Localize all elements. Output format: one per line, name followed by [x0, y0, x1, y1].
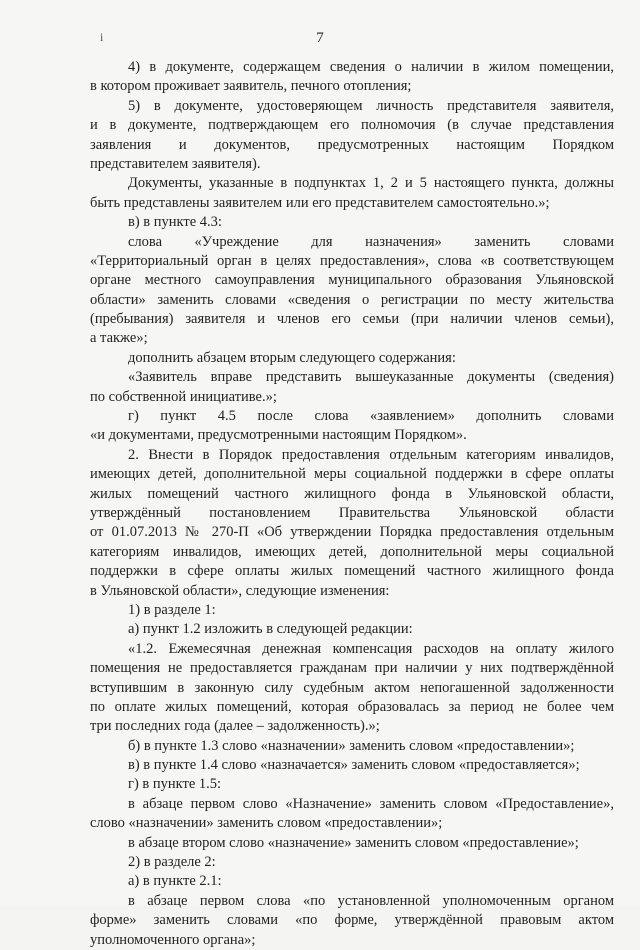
- text-line: имеющих детей, дополнительной меры социальной поддержки в сфере оплаты: [90, 466, 614, 483]
- text-line: жилых помещений частного жилищного фонда в Ульяновской области,: [90, 485, 614, 502]
- text-line: органе местного самоуправления муниципального образования Ульяновской: [90, 272, 614, 289]
- text-line: поддержки в сфере оплаты жилых помещений частного жилищного фонда: [90, 563, 614, 580]
- text-line: «Территориальный орган в целях предоставления», слова «в соответствующем: [90, 252, 614, 269]
- text-line: в) в пункте 4.3:: [128, 214, 222, 231]
- text-line: г) пункт 4.5 после слова «заявлением» дополнить словами: [128, 408, 614, 425]
- text-line: в абзаце втором слово «назначение» заменить словом «предоставление»;: [128, 834, 579, 851]
- text-line: б) в пункте 1.3 слово «назначении» заменить словом «предоставлении»;: [128, 737, 575, 754]
- text-line: 5) в документе, удостоверяющем личность представителя заявителя,: [128, 97, 614, 114]
- text-line: г) в пункте 1.5:: [128, 776, 222, 793]
- text-line: три последних года (далее – задолженность).»;: [90, 718, 380, 735]
- page-number: 7: [316, 30, 324, 46]
- text-line: 1) в разделе 1:: [128, 601, 216, 618]
- text-line: «Заявитель вправе представить вышеуказанные документы (сведения): [128, 369, 614, 386]
- text-line: представителем заявителя).: [90, 155, 261, 172]
- text-line: по собственной инициативе.»;: [90, 388, 277, 405]
- text-line: и в документе, подтверждающем его полномочия (в случае представления: [90, 117, 614, 134]
- text-line: Документы, указанные в подпунктах 1, 2 и 5 настоящего пункта, должны: [128, 175, 614, 192]
- text-line: уполномоченного органа»;: [90, 931, 256, 948]
- text-line: утверждённый постановлением Правительства Ульяновской области: [90, 504, 614, 521]
- document-body: [90, 58, 614, 950]
- text-line: «1.2. Ежемесячная денежная компенсация расходов на оплату жилого: [128, 640, 614, 657]
- text-line: 4) в документе, содержащем сведения о наличии в жилом помещении,: [128, 59, 614, 75]
- text-line: по оплате жилых помещений, которая образовалась за период не более чем: [90, 698, 614, 715]
- text-line: в) в пункте 1.4 слово «назначается» заменить словом «предоставляется»;: [128, 757, 580, 774]
- text-line: форме» заменить словами «по форме, утверждённой правовым актом: [90, 912, 614, 929]
- text-line: заявления и документов, предусмотренных настоящим Порядком: [90, 136, 614, 153]
- text-line: слово «назначении» заменить словом «предоставлении»;: [90, 815, 443, 832]
- text-line: в абзаце первом слово «Назначение» заменить словом «Предоставление»,: [128, 795, 614, 812]
- text-line: 2) в разделе 2:: [128, 854, 216, 871]
- text-line: «и документами, предусмотренными настоящим Порядком».: [90, 427, 467, 444]
- text-line: 2. Внести в Порядок предоставления отдельным категориям инвалидов,: [128, 446, 614, 463]
- text-line: в абзаце первом слова «по установленной уполномоченным органом: [128, 892, 614, 909]
- text-line: категориям инвалидов, имеющих детей, дополнительной меры социальной: [90, 543, 614, 560]
- text-line: помещения не предоставляется гражданам при наличии у них подтверждённой: [90, 660, 614, 677]
- text-line: в котором проживает заявитель, печного отопления;: [90, 78, 412, 95]
- scan-mark: i: [100, 30, 104, 44]
- text-line: а) пункт 1.2 изложить в следующей редакции:: [128, 621, 413, 638]
- text-line: а) в пункте 2.1:: [128, 873, 222, 890]
- text-line: области» заменить словами «сведения о регистрации по месту жительства: [90, 291, 614, 308]
- text-line: быть представлены заявителем или его представителем самостоятельно.»;: [90, 194, 550, 211]
- text-line: вступившим в законную силу судебным актом непогашенной задолженности: [90, 679, 614, 696]
- text-line: от 01.07.2013 № 270-П «Об утверждении Порядка предоставления отдельным: [90, 524, 614, 541]
- text-line: слова «Учреждение для назначения» заменить словами: [128, 233, 614, 250]
- text-line: в Ульяновской области», следующие изменения:: [90, 582, 390, 599]
- text-line: (пребывания) заявителя и членов его семьи (при наличии членов семьи),: [90, 311, 614, 328]
- text-line: а также»;: [90, 330, 148, 347]
- text-line: дополнить абзацем вторым следующего содержания:: [128, 349, 456, 366]
